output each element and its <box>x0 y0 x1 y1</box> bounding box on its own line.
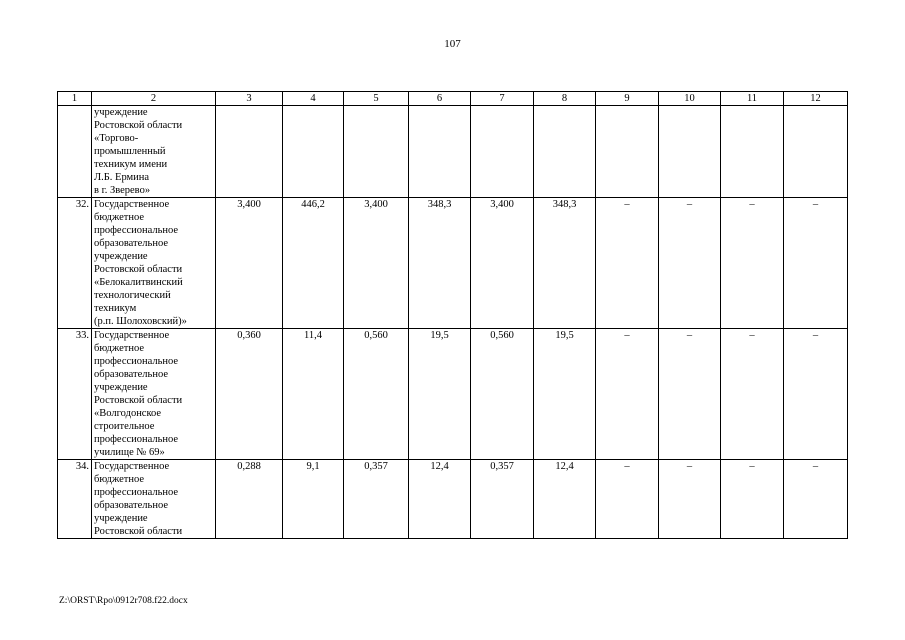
value-cell: – <box>721 329 784 460</box>
value-cell: 0,357 <box>471 460 534 539</box>
column-header: 9 <box>596 92 659 106</box>
value-cell: 19,5 <box>534 329 596 460</box>
value-cell <box>283 106 344 198</box>
value-cell <box>471 106 534 198</box>
value-cell: 9,1 <box>283 460 344 539</box>
column-header: 8 <box>534 92 596 106</box>
value-cell: – <box>721 198 784 329</box>
value-cell <box>784 106 848 198</box>
row-number <box>58 106 92 198</box>
value-cell <box>216 106 283 198</box>
column-header: 11 <box>721 92 784 106</box>
value-cell: – <box>659 329 721 460</box>
value-cell: 11,4 <box>283 329 344 460</box>
value-cell: 12,4 <box>409 460 471 539</box>
institution-name: Государственное бюджетное профессиональное образовательное учреждение Ростовской области «Белокалитвинский технологический техникум (р.п. Шолоховский)» <box>92 198 216 329</box>
value-cell: – <box>596 329 659 460</box>
row-number: 32. <box>58 198 92 329</box>
header-row <box>58 92 848 106</box>
row-number: 33. <box>58 329 92 460</box>
column-header: 10 <box>659 92 721 106</box>
value-cell: – <box>659 460 721 539</box>
value-cell: – <box>659 198 721 329</box>
institution-name: Государственное бюджетное профессиональное образовательное учреждение Ростовской области <box>92 460 216 539</box>
value-cell: 12,4 <box>534 460 596 539</box>
table-row <box>58 460 848 539</box>
value-cell: 3,400 <box>471 198 534 329</box>
value-cell: – <box>784 329 848 460</box>
column-header: 6 <box>409 92 471 106</box>
value-cell: 0,288 <box>216 460 283 539</box>
value-cell: 19,5 <box>409 329 471 460</box>
value-cell: 348,3 <box>409 198 471 329</box>
value-cell <box>534 106 596 198</box>
value-cell: – <box>721 460 784 539</box>
value-cell: – <box>784 198 848 329</box>
value-cell <box>659 106 721 198</box>
table-row <box>58 106 848 198</box>
value-cell: – <box>596 198 659 329</box>
value-cell <box>596 106 659 198</box>
table-row <box>58 198 848 329</box>
value-cell: 3,400 <box>344 198 409 329</box>
column-header: 5 <box>344 92 409 106</box>
value-cell: 0,560 <box>471 329 534 460</box>
value-cell: 0,357 <box>344 460 409 539</box>
column-header: 12 <box>784 92 848 106</box>
value-cell: 3,400 <box>216 198 283 329</box>
value-cell: – <box>784 460 848 539</box>
footer-file-path: Z:\ORST\Rpo\0912r708.f22.docx <box>59 596 188 606</box>
value-cell <box>721 106 784 198</box>
row-number: 34. <box>58 460 92 539</box>
value-cell: – <box>596 460 659 539</box>
column-header: 3 <box>216 92 283 106</box>
institution-name: Государственное бюджетное профессиональное образовательное учреждение Ростовской области «Волгодонское строительное профессиональное училище № 69» <box>92 329 216 460</box>
value-cell: 0,560 <box>344 329 409 460</box>
column-header: 7 <box>471 92 534 106</box>
value-cell: 348,3 <box>534 198 596 329</box>
institution-name: учреждение Ростовской области «Торгово- промышленный техникум имени Л.Б. Ермина в г. Зверево» <box>92 106 216 198</box>
value-cell <box>409 106 471 198</box>
column-header: 4 <box>283 92 344 106</box>
value-cell <box>344 106 409 198</box>
column-header: 1 <box>58 92 92 106</box>
table-row <box>58 329 848 460</box>
value-cell: 446,2 <box>283 198 344 329</box>
budget-table <box>57 91 848 539</box>
value-cell: 0,360 <box>216 329 283 460</box>
column-header: 2 <box>92 92 216 106</box>
page-number: 107 <box>444 38 461 50</box>
